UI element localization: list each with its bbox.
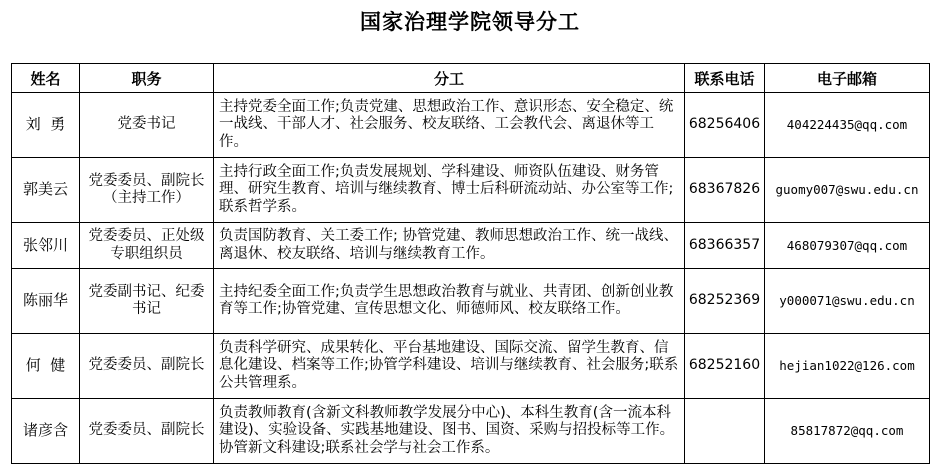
cell-name: 郭美云	[12, 158, 80, 223]
header-position: 职务	[80, 64, 214, 93]
cell-phone: 68366357	[685, 223, 765, 269]
cell-duties: 主持行政全面工作;负责发展规划、学科建设、师资队伍建设、财务管理、研究生教育、培训与继续教育、博士后科研流动站、办公室等工作;联系哲学系。	[214, 158, 685, 223]
table-row	[12, 334, 930, 399]
cell-email[interactable]: 404224435@qq.com	[765, 93, 930, 158]
header-name: 姓名	[12, 64, 80, 93]
cell-phone: 68252160	[685, 334, 765, 399]
cell-name: 诸彦含	[12, 399, 80, 464]
cell-position: 党委委员、副院长（主持工作）	[80, 158, 214, 223]
table-row	[12, 399, 930, 464]
cell-name: 何 健	[12, 334, 80, 399]
cell-position: 党委副书记、纪委书记	[80, 269, 214, 334]
cell-name: 陈丽华	[12, 269, 80, 334]
table-header-row	[12, 64, 930, 93]
leadership-table	[11, 63, 930, 464]
cell-position: 党委委员、正处级专职组织员	[80, 223, 214, 269]
cell-phone	[685, 399, 765, 464]
table-row	[12, 269, 930, 334]
cell-email[interactable]: 85817872@qq.com	[765, 399, 930, 464]
header-phone: 联系电话	[685, 64, 765, 93]
cell-position: 党委委员、副院长	[80, 399, 214, 464]
header-email: 电子邮箱	[765, 64, 930, 93]
cell-position: 党委书记	[80, 93, 214, 158]
cell-email[interactable]: y000071@swu.edu.cn	[765, 269, 930, 334]
cell-email[interactable]: hejian1022@126.com	[765, 334, 930, 399]
cell-position: 党委委员、副院长	[80, 334, 214, 399]
cell-duties: 负责教师教育(含新文科教师教学发展分中心)、本科生教育(含一流本科建设)、实验设备、实践基地建设、图书、国资、采购与招投标等工作。协管新文科建设;联系社会学与社会工作系。	[214, 399, 685, 464]
table-row	[12, 93, 930, 158]
cell-name: 张邻川	[12, 223, 80, 269]
cell-name: 刘 勇	[12, 93, 80, 158]
cell-duties: 主持党委全面工作;负责党建、思想政治工作、意识形态、安全稳定、统一战线、干部人才、社会服务、校友联络、工会教代会、离退休等工作。	[214, 93, 685, 158]
table-row	[12, 158, 930, 223]
page-title: 国家治理学院领导分工	[360, 10, 580, 34]
cell-duties: 负责国防教育、关工委工作; 协管党建、教师思想政治工作、统一战线、离退休、校友联络、培训与继续教育工作。	[214, 223, 685, 269]
table-row	[12, 223, 930, 269]
cell-email[interactable]: 468079307@qq.com	[765, 223, 930, 269]
cell-phone: 68252369	[685, 269, 765, 334]
cell-phone: 68256406	[685, 93, 765, 158]
cell-email[interactable]: guomy007@swu.edu.cn	[765, 158, 930, 223]
cell-duties: 主持纪委全面工作;负责学生思想政治教育与就业、共青团、创新创业教育等工作;协管党建、宣传思想文化、师德师风、校友联络工作。	[214, 269, 685, 334]
header-duties: 分工	[214, 64, 685, 93]
cell-phone: 68367826	[685, 158, 765, 223]
cell-duties: 负责科学研究、成果转化、平台基地建设、国际交流、留学生教育、信息化建设、档案等工作;协管学科建设、培训与继续教育、社会服务;联系公共管理系。	[214, 334, 685, 399]
